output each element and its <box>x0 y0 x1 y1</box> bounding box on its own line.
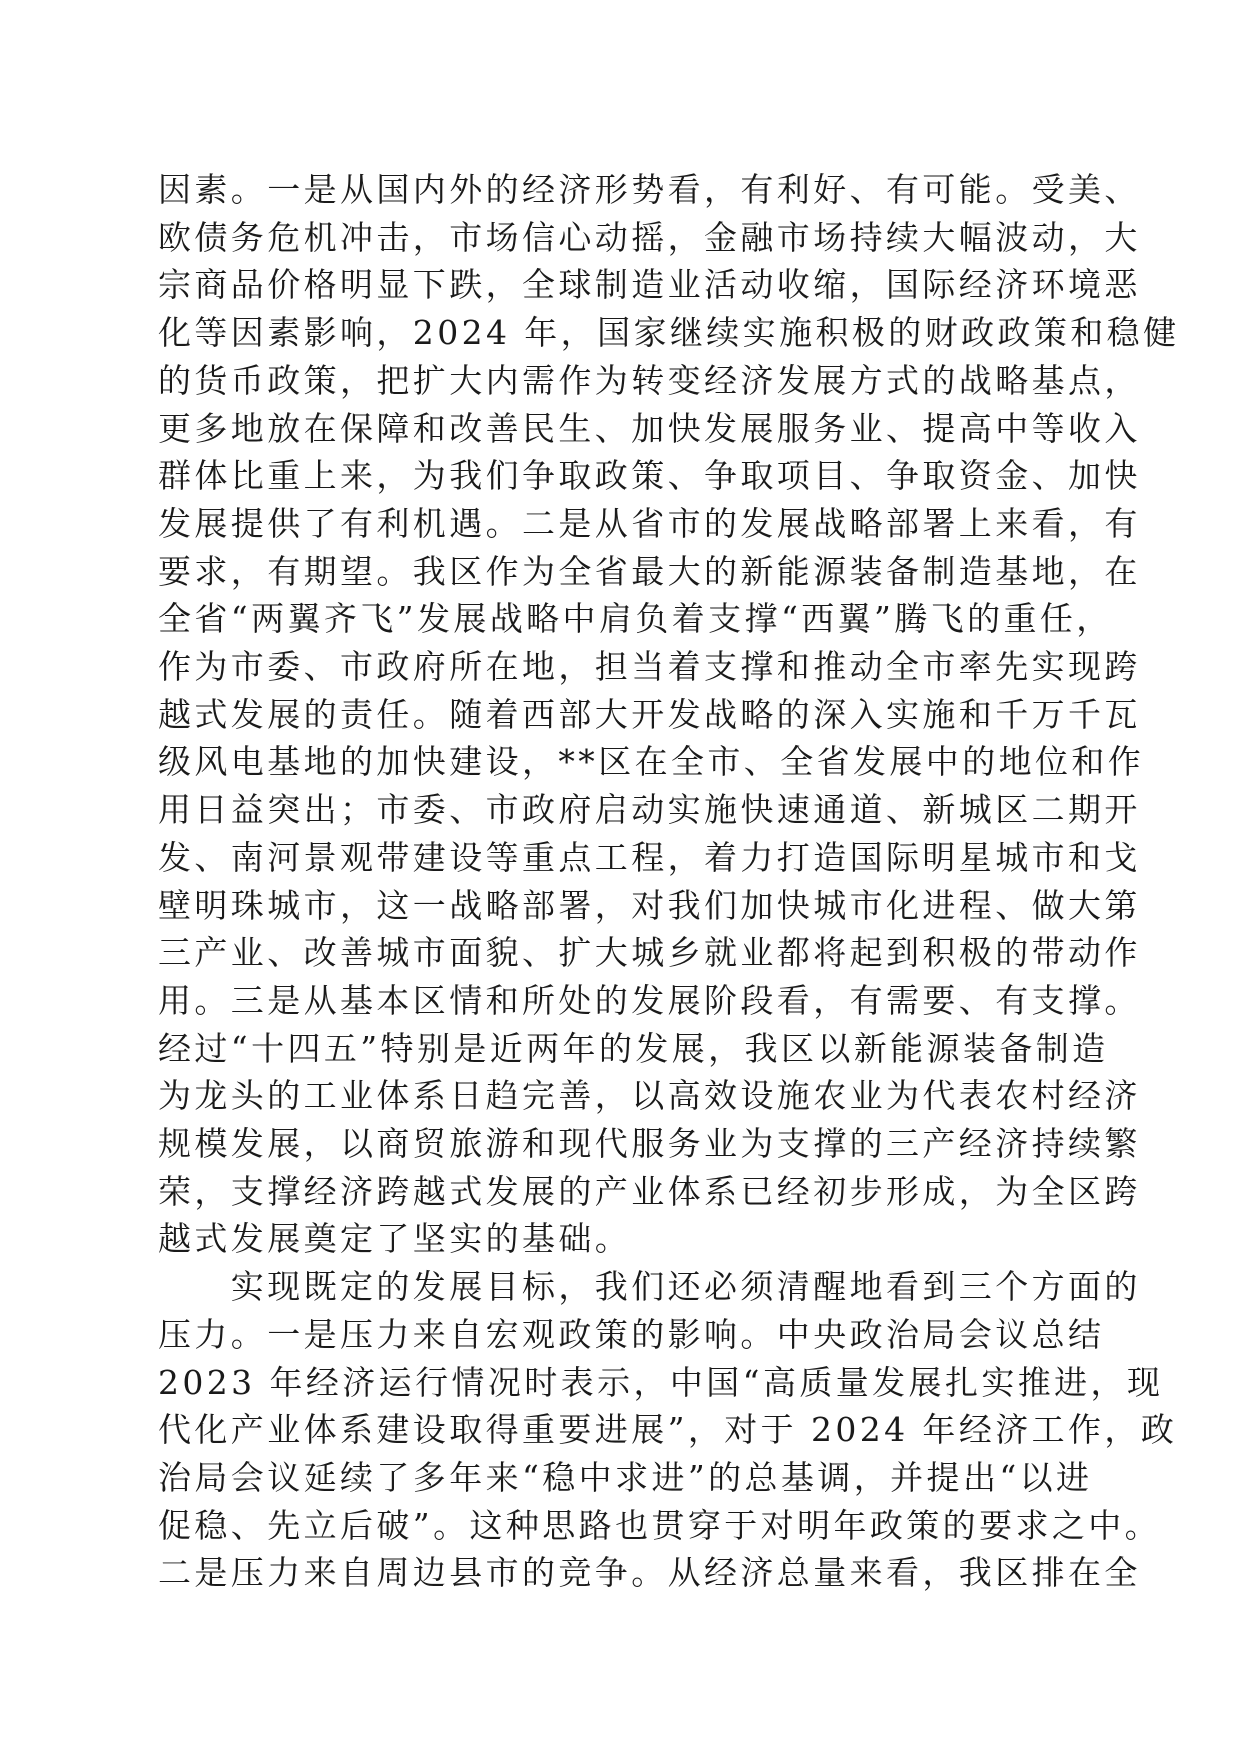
text-line: 的货币政策，把扩大内需作为转变经济发展方式的战略基点， <box>158 360 1141 400</box>
text-line: 要求，有期望。我区作为全省最大的新能源装备制造基地，在 <box>158 551 1141 591</box>
text-line: 代化产业体系建设取得重要进展”，对于 2024 年经济工作，政 <box>158 1410 1178 1450</box>
text-line: 2023 年经济运行情况时表示，中国“高质量发展扎实推进，现 <box>158 1362 1164 1402</box>
text-line: 欧债务危机冲击，市场信心动摇，金融市场持续大幅波动，大 <box>158 217 1141 257</box>
text-line: 越式发展奠定了坚实的基础。 <box>158 1219 632 1259</box>
text-line: 促稳、先立后破”。这种思路也贯穿于对明年政策的要求之中。 <box>158 1505 1162 1545</box>
text-line: 用。三是从基本区情和所处的发展阶段看，有需要、有支撑。 <box>158 980 1141 1020</box>
text-line: 全省“两翼齐飞”发展战略中肩负着支撑“西翼”腾飞的重任， <box>158 599 1113 639</box>
text-line: 压力。一是压力来自宏观政策的影响。中央政治局会议总结 <box>158 1314 1105 1354</box>
text-line: 化等因素影响，2024 年，国家继续实施积极的财政政策和稳健 <box>158 313 1180 353</box>
body-text <box>158 166 1180 1597</box>
text-line: 荣，支撑经济跨越式发展的产业体系已经初步形成，为全区跨 <box>158 1171 1141 1211</box>
text-line: 二是压力来自周边县市的竞争。从经济总量来看，我区排在全 <box>158 1553 1141 1593</box>
text-line: 实现既定的发展目标，我们还必须清醒地看到三个方面的 <box>158 1267 1141 1307</box>
text-line: 作为市委、市政府所在地，担当着支撑和推动全市率先实现跨 <box>158 647 1141 687</box>
text-line: 宗商品价格明显下跌，全球制造业活动收缩，国际经济环境恶 <box>158 265 1141 305</box>
text-line: 用日益突出；市委、市政府启动实施快速通道、新城区二期开 <box>158 790 1141 830</box>
text-line: 发、南河景观带建设等重点工程，着力打造国际明星城市和戈 <box>158 837 1141 877</box>
text-line: 越式发展的责任。随着西部大开发战略的深入实施和千万千瓦 <box>158 694 1141 734</box>
text-line: 级风电基地的加快建设，**区在全市、全省发展中的地位和作 <box>158 742 1145 782</box>
text-line: 三产业、改善城市面貌、扩大城乡就业都将起到积极的带动作 <box>158 933 1141 973</box>
text-line: 壁明珠城市，这一战略部署，对我们加快城市化进程、做大第 <box>158 885 1141 925</box>
text-line: 群体比重上来，为我们争取政策、争取项目、争取资金、加快 <box>158 456 1141 496</box>
text-line: 规模发展，以商贸旅游和现代服务业为支撑的三产经济持续繁 <box>158 1124 1141 1164</box>
text-line: 经过“十四五”特别是近两年的发展，我区以新能源装备制造 <box>158 1028 1109 1068</box>
text-line: 更多地放在保障和改善民生、加快发展服务业、提高中等收入 <box>158 408 1141 448</box>
text-line: 治局会议延续了多年来“稳中求进”的总基调，并提出“以进 <box>158 1457 1093 1497</box>
text-line: 因素。一是从国内外的经济形势看，有利好、有可能。受美、 <box>158 170 1141 209</box>
text-line: 发展提供了有利机遇。二是从省市的发展战略部署上来看，有 <box>158 503 1141 543</box>
text-line: 为龙头的工业体系日趋完善，以高效设施农业为代表农村经济 <box>158 1076 1141 1116</box>
